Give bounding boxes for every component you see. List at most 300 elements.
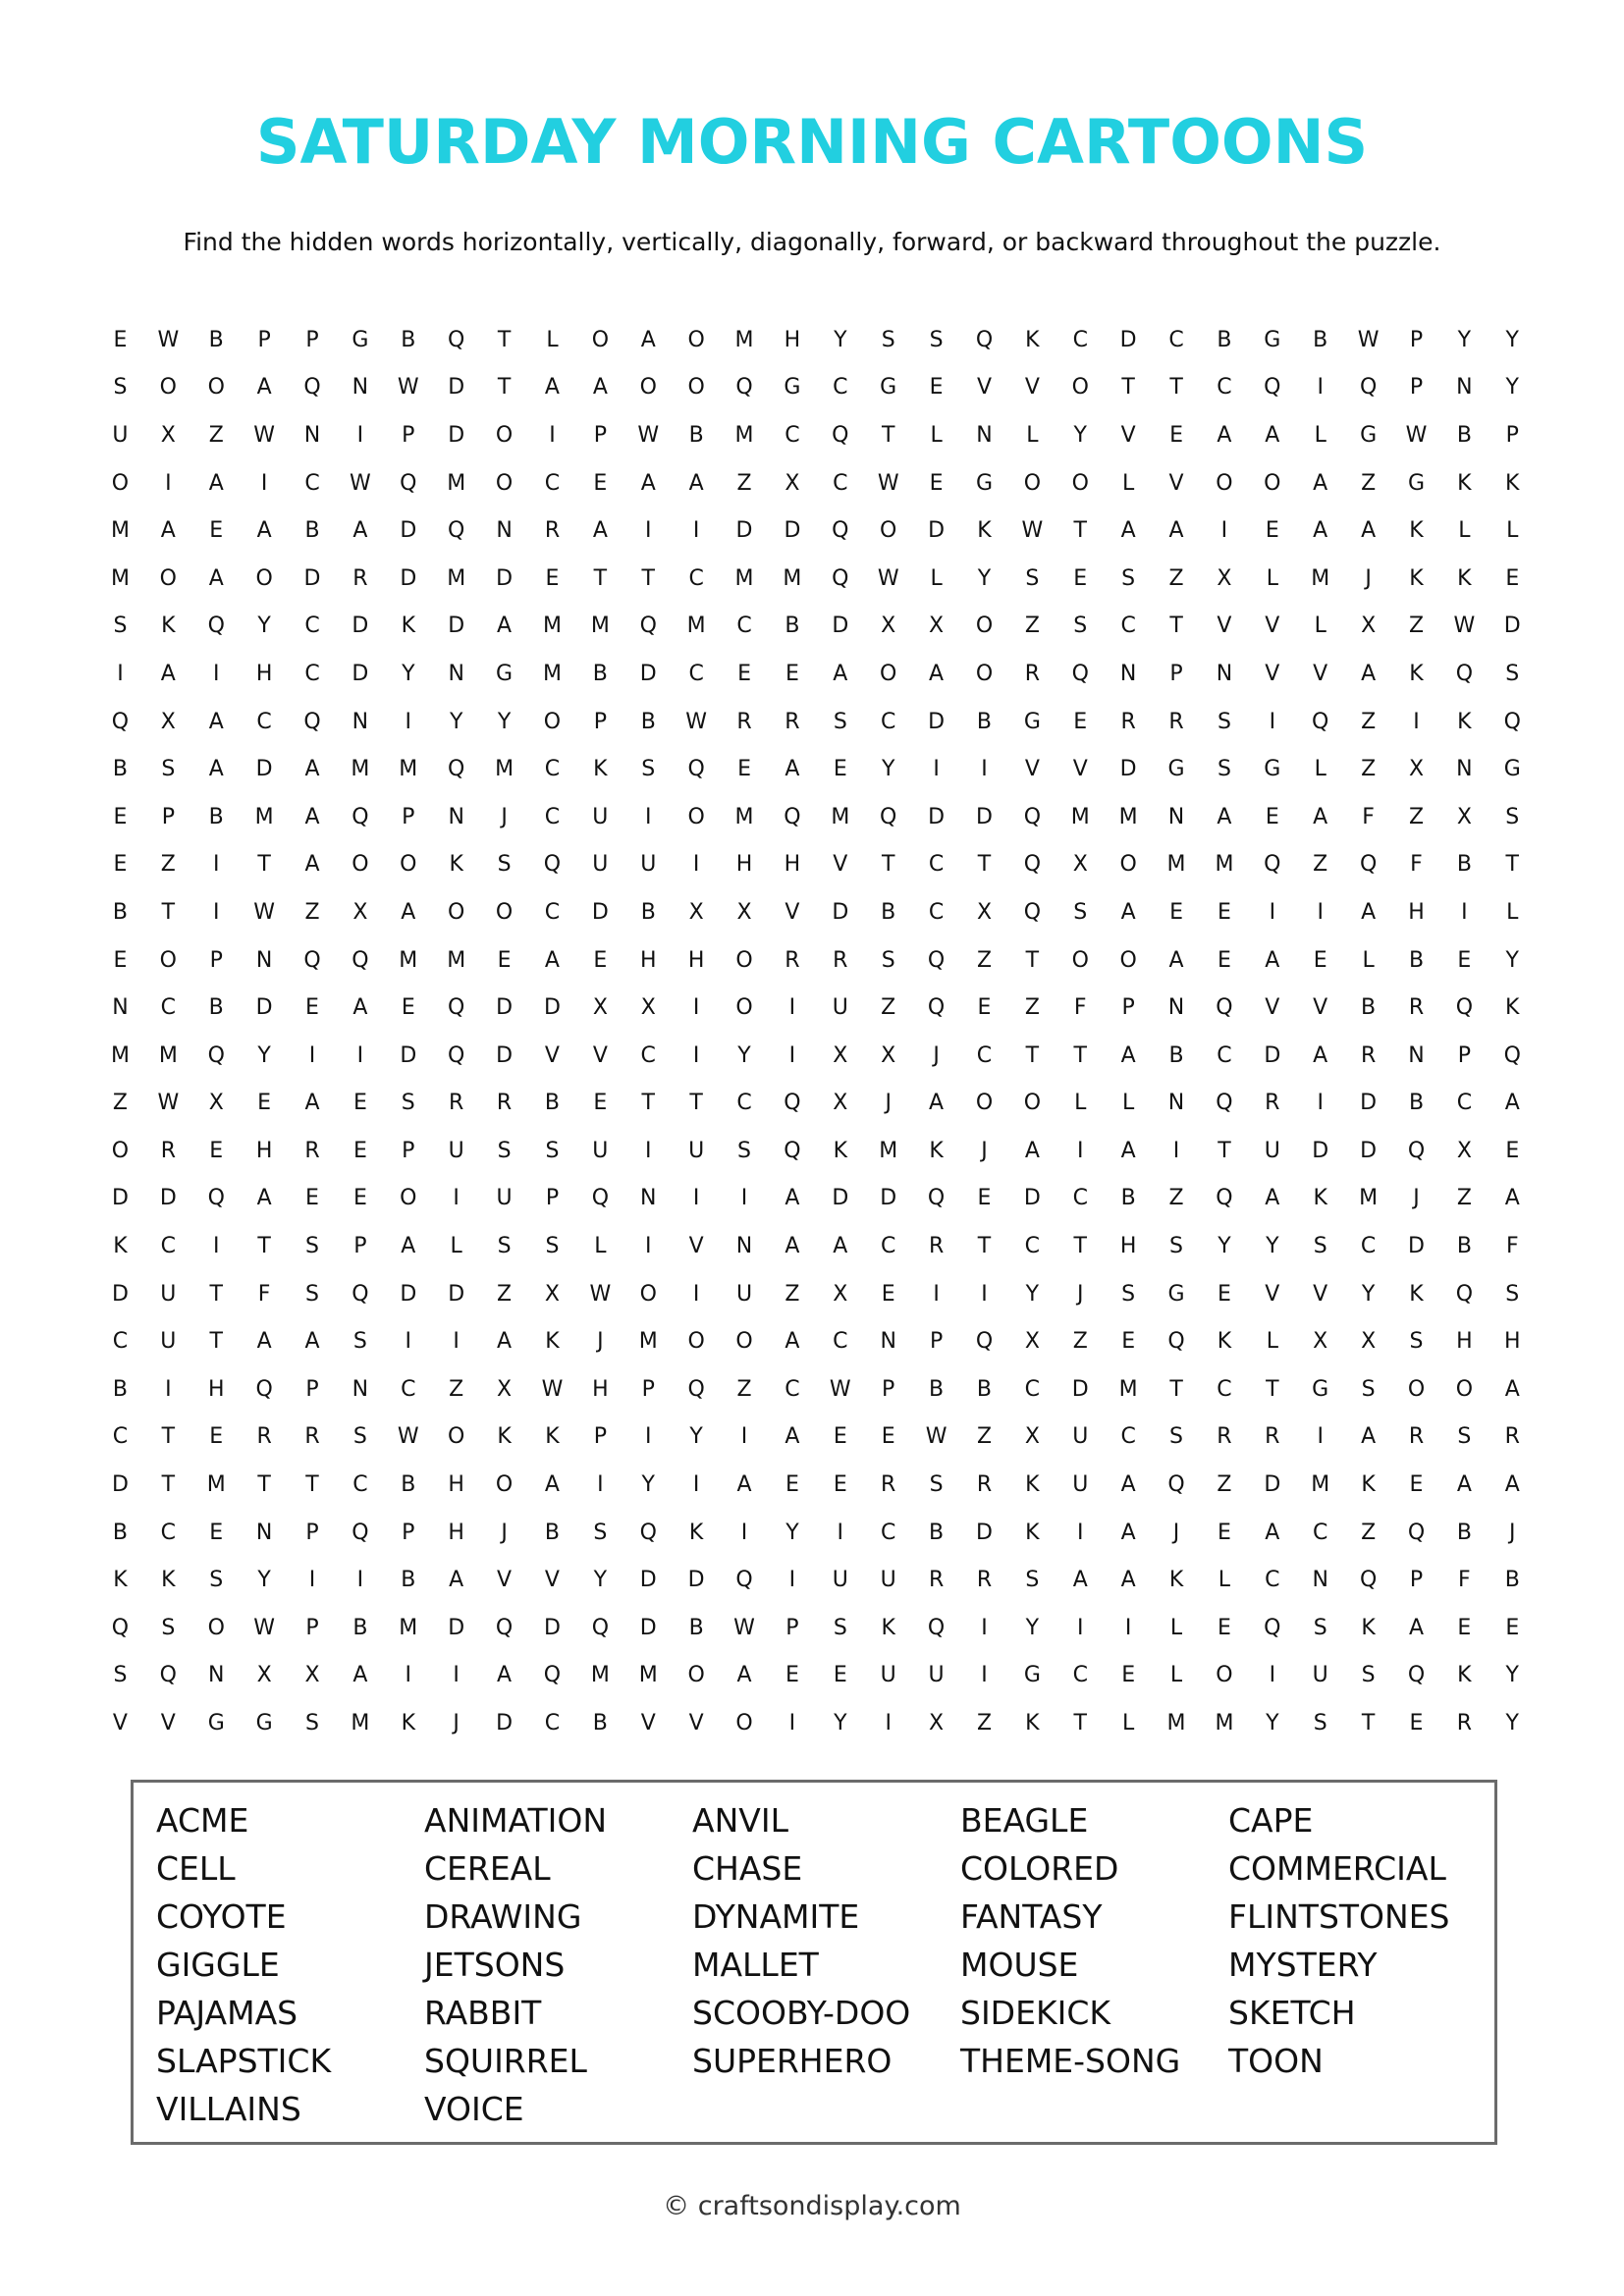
grid-letter: N bbox=[640, 1186, 657, 1211]
grid-letter: Q bbox=[784, 1091, 801, 1116]
word-list-item: COLORED bbox=[960, 1849, 1119, 1888]
grid-letter: Q bbox=[352, 947, 369, 973]
grid-letter: S bbox=[1457, 1424, 1472, 1450]
grid-letter: F bbox=[1073, 995, 1087, 1021]
grid-letter: O bbox=[687, 327, 705, 352]
grid-letter: Z bbox=[1168, 565, 1184, 591]
grid-letter: A bbox=[1504, 1376, 1520, 1402]
grid-letter: A bbox=[352, 995, 368, 1021]
grid-letter: R bbox=[736, 709, 752, 734]
grid-letter: K bbox=[1409, 1281, 1424, 1307]
grid-letter: A bbox=[256, 1329, 272, 1355]
word-list-item: MOUSE bbox=[960, 1946, 1079, 1984]
grid-letter: U bbox=[688, 1138, 705, 1163]
grid-letter: D bbox=[448, 375, 465, 400]
grid-letter: O bbox=[880, 518, 897, 544]
grid-letter: E bbox=[1121, 1329, 1136, 1355]
grid-letter: Q bbox=[832, 422, 849, 448]
grid-letter: K bbox=[1025, 1472, 1040, 1498]
grid-letter: A bbox=[1313, 804, 1328, 829]
grid-letter: W bbox=[637, 422, 660, 448]
grid-letter: T bbox=[641, 565, 655, 591]
grid-letter: D bbox=[928, 804, 946, 829]
grid-letter: W bbox=[253, 422, 275, 448]
grid-letter: P bbox=[402, 1520, 415, 1545]
grid-letter: I bbox=[933, 1281, 940, 1307]
grid-letter: O bbox=[495, 899, 514, 925]
grid-letter: A bbox=[929, 1091, 945, 1116]
grid-letter: S bbox=[305, 1711, 319, 1736]
grid-letter: E bbox=[1217, 1615, 1231, 1640]
grid-letter: U bbox=[160, 1281, 177, 1307]
grid-letter: D bbox=[735, 518, 753, 544]
grid-letter: D bbox=[352, 661, 369, 686]
grid-letter: J bbox=[453, 1711, 460, 1736]
grid-letter: Y bbox=[1266, 1711, 1279, 1736]
grid-letter: D bbox=[1119, 757, 1137, 782]
grid-letter: Y bbox=[737, 1042, 751, 1068]
grid-letter: X bbox=[1408, 757, 1425, 782]
grid-letter: Q bbox=[1167, 1329, 1185, 1355]
grid-letter: K bbox=[545, 1329, 560, 1355]
grid-letter: E bbox=[305, 995, 319, 1021]
grid-letter: D bbox=[448, 1615, 465, 1640]
grid-letter: Q bbox=[543, 852, 562, 878]
grid-letter: R bbox=[928, 1234, 945, 1259]
grid-letter: Q bbox=[303, 947, 321, 973]
grid-letter: D bbox=[639, 661, 657, 686]
grid-letter: S bbox=[113, 375, 128, 400]
grid-letter: C bbox=[1168, 327, 1184, 352]
grid-letter: K bbox=[1505, 995, 1520, 1021]
grid-letter: I bbox=[453, 1663, 460, 1688]
grid-letter: I bbox=[1124, 1615, 1132, 1640]
grid-letter: U bbox=[640, 852, 657, 878]
grid-letter: B bbox=[1120, 1186, 1136, 1211]
grid-letter: S bbox=[1361, 1376, 1376, 1402]
grid-letter: C bbox=[833, 1329, 848, 1355]
grid-letter: Z bbox=[881, 995, 896, 1021]
grid-letter: K bbox=[688, 1520, 704, 1545]
grid-letter: D bbox=[496, 995, 514, 1021]
grid-letter: P bbox=[305, 1520, 319, 1545]
grid-letter: I bbox=[117, 661, 124, 686]
grid-letter: S bbox=[1121, 1281, 1136, 1307]
grid-letter: C bbox=[1217, 1376, 1232, 1402]
grid-letter: I bbox=[549, 422, 556, 448]
grid-letter: E bbox=[209, 1138, 224, 1163]
grid-letter: C bbox=[736, 614, 752, 639]
grid-letter: K bbox=[401, 614, 415, 639]
grid-letter: T bbox=[1169, 375, 1183, 400]
grid-letter: P bbox=[402, 1138, 415, 1163]
grid-letter: Q bbox=[111, 1615, 130, 1640]
grid-letter: T bbox=[1121, 375, 1135, 400]
grid-letter: T bbox=[497, 375, 512, 400]
grid-letter: B bbox=[544, 1091, 560, 1116]
grid-letter: X bbox=[785, 470, 800, 496]
grid-letter: E bbox=[737, 661, 751, 686]
grid-letter: O bbox=[1023, 470, 1042, 496]
grid-letter: B bbox=[112, 757, 128, 782]
grid-letter: G bbox=[1264, 757, 1281, 782]
grid-letter: Y bbox=[257, 614, 271, 639]
grid-letter: G bbox=[784, 375, 801, 400]
word-list-item: SKETCH bbox=[1228, 1994, 1356, 2032]
grid-letter: O bbox=[880, 661, 897, 686]
grid-letter: X bbox=[688, 899, 704, 925]
grid-letter: F bbox=[1362, 804, 1375, 829]
grid-letter: A bbox=[208, 470, 224, 496]
grid-letter: O bbox=[448, 899, 465, 925]
grid-letter: E bbox=[352, 1186, 367, 1211]
grid-letter: K bbox=[1313, 1186, 1327, 1211]
grid-letter: W bbox=[1405, 422, 1428, 448]
grid-letter: Q bbox=[927, 1615, 946, 1640]
grid-letter: H bbox=[1504, 1329, 1521, 1355]
grid-letter: R bbox=[1217, 1424, 1232, 1450]
grid-letter: E bbox=[545, 565, 560, 591]
grid-letter: O bbox=[207, 375, 225, 400]
grid-letter: B bbox=[1361, 995, 1377, 1021]
grid-letter: T bbox=[1361, 1711, 1376, 1736]
grid-letter: Q bbox=[448, 327, 465, 352]
grid-letter: I bbox=[740, 1186, 748, 1211]
grid-letter: T bbox=[209, 1329, 223, 1355]
grid-letter: S bbox=[545, 1138, 560, 1163]
grid-letter: B bbox=[208, 995, 224, 1021]
grid-letter: M bbox=[351, 1711, 370, 1736]
grid-letter: E bbox=[1073, 709, 1088, 734]
grid-letter: O bbox=[352, 852, 369, 878]
grid-letter: X bbox=[1361, 614, 1377, 639]
grid-letter: O bbox=[159, 565, 177, 591]
grid-letter: R bbox=[976, 1568, 993, 1593]
grid-letter: Z bbox=[976, 1424, 993, 1450]
grid-letter: A bbox=[304, 852, 320, 878]
grid-letter: O bbox=[687, 375, 705, 400]
grid-letter: C bbox=[833, 470, 848, 496]
grid-letter: U bbox=[496, 1186, 513, 1211]
grid-letter: I bbox=[692, 1472, 700, 1498]
grid-letter: K bbox=[113, 1568, 128, 1593]
grid-letter: A bbox=[1120, 1520, 1136, 1545]
grid-letter: E bbox=[929, 470, 944, 496]
grid-letter: Q bbox=[735, 375, 753, 400]
grid-letter: C bbox=[833, 375, 848, 400]
grid-letter: P bbox=[305, 327, 319, 352]
grid-letter: I bbox=[1413, 709, 1420, 734]
grid-letter: Q bbox=[1359, 852, 1378, 878]
grid-letter: Q bbox=[303, 375, 321, 400]
grid-letter: D bbox=[976, 804, 993, 829]
grid-letter: P bbox=[1169, 661, 1183, 686]
grid-letter: C bbox=[881, 1234, 896, 1259]
grid-letter: Z bbox=[1456, 1186, 1472, 1211]
grid-letter: B bbox=[1456, 422, 1472, 448]
grid-letter: I bbox=[981, 757, 988, 782]
word-list-item: CELL bbox=[156, 1849, 236, 1888]
grid-letter: L bbox=[1458, 518, 1471, 544]
grid-letter: C bbox=[1072, 327, 1088, 352]
grid-letter: X bbox=[881, 1042, 896, 1068]
grid-letter: S bbox=[401, 1091, 415, 1116]
grid-letter: S bbox=[113, 1663, 128, 1688]
grid-letter: A bbox=[929, 661, 945, 686]
grid-letter: Q bbox=[832, 518, 849, 544]
grid-letter: I bbox=[692, 1186, 700, 1211]
grid-letter: X bbox=[833, 1281, 848, 1307]
grid-letter: D bbox=[832, 899, 849, 925]
grid-letter: E bbox=[593, 470, 608, 496]
word-list-item: ACME bbox=[156, 1801, 249, 1840]
grid-letter: B bbox=[401, 1472, 416, 1498]
grid-letter: I bbox=[740, 1424, 748, 1450]
grid-letter: C bbox=[785, 1376, 800, 1402]
grid-letter: Z bbox=[1217, 1472, 1232, 1498]
grid-letter: A bbox=[1120, 899, 1136, 925]
grid-letter: K bbox=[833, 1138, 848, 1163]
grid-letter: Y bbox=[402, 661, 415, 686]
grid-letter: M bbox=[447, 565, 466, 591]
grid-letter: O bbox=[543, 709, 562, 734]
grid-letter: C bbox=[928, 852, 945, 878]
grid-letter: Z bbox=[304, 899, 320, 925]
grid-letter: O bbox=[1455, 1376, 1474, 1402]
grid-letter: D bbox=[639, 1568, 657, 1593]
grid-letter: W bbox=[1357, 327, 1380, 352]
grid-letter: A bbox=[1217, 422, 1232, 448]
grid-letter: V bbox=[112, 1711, 128, 1736]
grid-letter: M bbox=[734, 422, 754, 448]
grid-letter: G bbox=[975, 470, 993, 496]
grid-letter: V bbox=[544, 1568, 560, 1593]
grid-letter: T bbox=[881, 422, 895, 448]
grid-letter: X bbox=[544, 1281, 560, 1307]
grid-letter: N bbox=[352, 1376, 369, 1402]
grid-letter: A bbox=[544, 947, 560, 973]
grid-letter: V bbox=[1120, 422, 1136, 448]
grid-letter: T bbox=[209, 1281, 223, 1307]
grid-letter: K bbox=[113, 1234, 128, 1259]
grid-letter: B bbox=[881, 899, 896, 925]
grid-letter: X bbox=[160, 709, 176, 734]
grid-letter: E bbox=[785, 1663, 799, 1688]
grid-letter: Y bbox=[593, 1568, 608, 1593]
word-list-item: SUPERHERO bbox=[692, 2042, 893, 2080]
grid-letter: A bbox=[304, 804, 320, 829]
grid-letter: S bbox=[1169, 1424, 1184, 1450]
grid-letter: A bbox=[688, 470, 704, 496]
grid-letter: Z bbox=[1408, 614, 1425, 639]
grid-letter: I bbox=[788, 995, 796, 1021]
grid-letter: P bbox=[305, 1376, 319, 1402]
grid-letter: V bbox=[1217, 614, 1232, 639]
word-list-item: VOICE bbox=[424, 2090, 524, 2128]
grid-letter: M bbox=[1215, 852, 1234, 878]
grid-letter: D bbox=[1264, 1472, 1281, 1498]
grid-letter: T bbox=[257, 852, 271, 878]
grid-letter: Z bbox=[1313, 852, 1328, 878]
grid-letter: Z bbox=[112, 1091, 128, 1116]
grid-letter: K bbox=[161, 1568, 176, 1593]
grid-letter: H bbox=[1119, 1234, 1137, 1259]
grid-letter: R bbox=[544, 518, 561, 544]
grid-letter: E bbox=[1073, 565, 1088, 591]
grid-letter: B bbox=[640, 899, 656, 925]
grid-letter: K bbox=[401, 1711, 415, 1736]
grid-letter: E bbox=[257, 1091, 272, 1116]
grid-letter: O bbox=[495, 1472, 514, 1498]
grid-letter: Q bbox=[1071, 661, 1089, 686]
grid-letter: O bbox=[495, 470, 514, 496]
grid-letter: Q bbox=[1407, 1520, 1426, 1545]
grid-letter: E bbox=[113, 327, 128, 352]
grid-letter: A bbox=[640, 470, 656, 496]
grid-letter: U bbox=[928, 1663, 945, 1688]
grid-letter: G bbox=[255, 1711, 273, 1736]
grid-letter: C bbox=[112, 1424, 129, 1450]
grid-letter: X bbox=[929, 614, 945, 639]
grid-letter: E bbox=[833, 1424, 847, 1450]
grid-letter: D bbox=[832, 1186, 849, 1211]
grid-letter: C bbox=[1313, 1520, 1328, 1545]
grid-letter: C bbox=[352, 1472, 368, 1498]
grid-letter: M bbox=[110, 565, 130, 591]
grid-letter: L bbox=[450, 1234, 462, 1259]
grid-letter: S bbox=[1313, 1234, 1327, 1259]
grid-letter: I bbox=[356, 1568, 364, 1593]
grid-letter: T bbox=[1025, 1042, 1040, 1068]
grid-letter: O bbox=[975, 614, 994, 639]
grid-letter: N bbox=[1167, 1091, 1185, 1116]
grid-letter: M bbox=[1070, 804, 1090, 829]
grid-letter: L bbox=[1314, 757, 1326, 782]
word-list-item: CHASE bbox=[692, 1849, 803, 1888]
grid-letter: E bbox=[1505, 1615, 1520, 1640]
grid-letter: S bbox=[1505, 661, 1520, 686]
grid-letter: R bbox=[1408, 1424, 1425, 1450]
grid-letter: A bbox=[1504, 1186, 1520, 1211]
grid-letter: D bbox=[352, 614, 369, 639]
grid-letter: U bbox=[880, 1663, 896, 1688]
grid-letter: Q bbox=[1264, 852, 1281, 878]
grid-letter: Q bbox=[207, 1042, 225, 1068]
grid-letter: X bbox=[160, 422, 176, 448]
grid-letter: A bbox=[1265, 422, 1280, 448]
grid-letter: J bbox=[1509, 1520, 1516, 1545]
grid-letter: Z bbox=[1024, 995, 1040, 1021]
grid-letter: A bbox=[1456, 1472, 1472, 1498]
grid-letter: C bbox=[160, 1234, 177, 1259]
grid-letter: J bbox=[1365, 565, 1372, 591]
grid-letter: Q bbox=[1264, 1615, 1281, 1640]
grid-letter: H bbox=[255, 661, 273, 686]
grid-letter: W bbox=[350, 470, 371, 496]
grid-letter: S bbox=[1121, 565, 1136, 591]
grid-letter: G bbox=[1312, 1376, 1329, 1402]
grid-letter: Z bbox=[976, 1711, 993, 1736]
word-list-item: THEME-SONG bbox=[960, 2042, 1181, 2080]
word-list-item: SIDEKICK bbox=[960, 1994, 1110, 2032]
grid-letter: E bbox=[833, 1663, 847, 1688]
grid-letter: M bbox=[399, 947, 418, 973]
grid-letter: C bbox=[304, 614, 320, 639]
grid-letter: S bbox=[833, 1615, 847, 1640]
grid-letter: Q bbox=[448, 518, 465, 544]
grid-letter: C bbox=[688, 661, 704, 686]
grid-letter: B bbox=[304, 518, 320, 544]
grid-letter: O bbox=[975, 1091, 994, 1116]
grid-letter: O bbox=[448, 1424, 465, 1450]
grid-letter: O bbox=[639, 1281, 657, 1307]
grid-letter: C bbox=[401, 1376, 416, 1402]
grid-letter: I bbox=[644, 804, 652, 829]
grid-letter: S bbox=[113, 614, 128, 639]
grid-letter: B bbox=[208, 804, 224, 829]
grid-letter: X bbox=[833, 1042, 848, 1068]
grid-letter: R bbox=[928, 1568, 945, 1593]
word-list-item: FANTASY bbox=[960, 1897, 1103, 1936]
grid-letter: V bbox=[1265, 614, 1280, 639]
grid-letter: S bbox=[1505, 1281, 1520, 1307]
word-list-item: SCOOBY-DOO bbox=[692, 1994, 911, 2032]
grid-letter: M bbox=[1311, 1472, 1330, 1498]
grid-letter: E bbox=[1313, 947, 1327, 973]
grid-letter: A bbox=[544, 1472, 560, 1498]
grid-letter: M bbox=[831, 804, 850, 829]
grid-letter: H bbox=[255, 1138, 273, 1163]
grid-letter: O bbox=[111, 1138, 130, 1163]
word-list-item: PAJAMAS bbox=[156, 1994, 298, 2032]
grid-letter: X bbox=[497, 1376, 513, 1402]
grid-letter: D bbox=[496, 565, 514, 591]
grid-letter: B bbox=[976, 1376, 993, 1402]
grid-letter: T bbox=[1073, 518, 1087, 544]
grid-letter: C bbox=[928, 899, 945, 925]
grid-letter: I bbox=[597, 1472, 604, 1498]
grid-letter: L bbox=[1218, 1568, 1231, 1593]
grid-letter: A bbox=[160, 661, 176, 686]
grid-letter: W bbox=[925, 1424, 947, 1450]
grid-letter: K bbox=[1217, 1329, 1232, 1355]
grid-letter: B bbox=[592, 1711, 608, 1736]
grid-letter: T bbox=[1505, 852, 1519, 878]
word-list-item: MALLET bbox=[692, 1946, 819, 1984]
grid-letter: Q bbox=[975, 1329, 994, 1355]
grid-letter: O bbox=[687, 1663, 705, 1688]
grid-letter: V bbox=[640, 1711, 656, 1736]
grid-letter: I bbox=[644, 1138, 652, 1163]
grid-letter: I bbox=[165, 470, 172, 496]
grid-letter: A bbox=[544, 375, 560, 400]
grid-letter: A bbox=[497, 1663, 513, 1688]
grid-letter: X bbox=[833, 1091, 848, 1116]
grid-letter: A bbox=[1265, 947, 1280, 973]
grid-letter: D bbox=[832, 614, 849, 639]
grid-letter: I bbox=[212, 661, 220, 686]
grid-letter: K bbox=[1457, 565, 1472, 591]
grid-letter: E bbox=[977, 1186, 992, 1211]
grid-letter: E bbox=[1217, 1520, 1231, 1545]
grid-letter: T bbox=[1169, 1376, 1183, 1402]
grid-letter: X bbox=[1024, 1424, 1040, 1450]
grid-letter: D bbox=[591, 899, 609, 925]
grid-letter: Z bbox=[1361, 709, 1377, 734]
grid-letter: Z bbox=[1361, 1520, 1377, 1545]
grid-letter: K bbox=[161, 614, 176, 639]
grid-letter: T bbox=[881, 852, 895, 878]
